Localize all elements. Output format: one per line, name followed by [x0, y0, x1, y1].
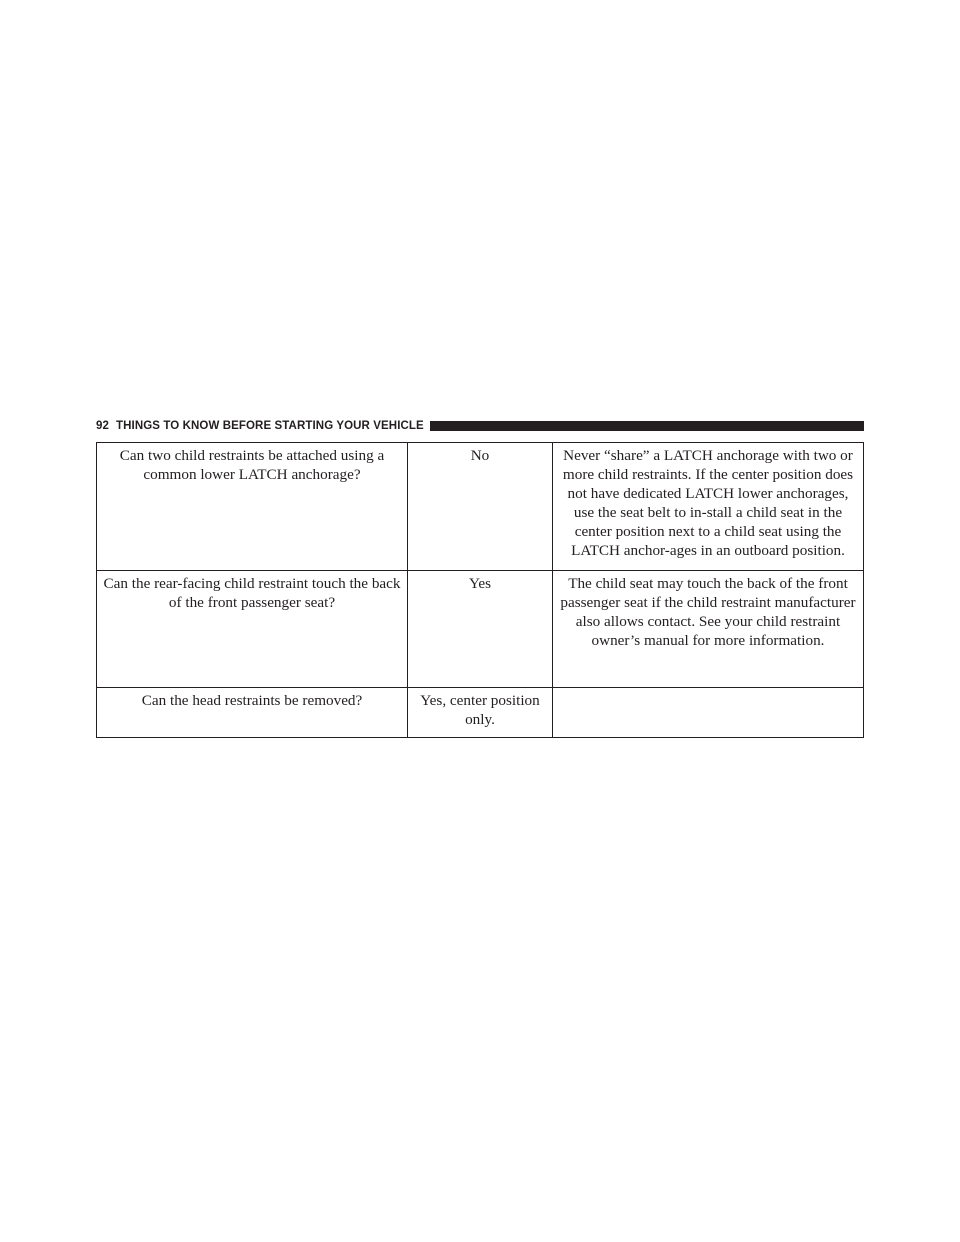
section-title: THINGS TO KNOW BEFORE STARTING YOUR VEHICLE: [116, 420, 424, 432]
answer-cell: Yes: [408, 571, 553, 688]
page-number: 92: [96, 420, 109, 432]
table-row: [97, 688, 864, 738]
table-row: [97, 571, 864, 688]
question-cell: Can two child restraints be attached using a common lower LATCH anchorage?: [97, 443, 408, 571]
question-cell: Can the head restraints be removed?: [97, 688, 408, 738]
note-cell: [552, 688, 863, 738]
answer-cell: No: [408, 443, 553, 571]
note-cell: The child seat may touch the back of the front passenger seat if the child restraint manufacturer also allows contact. See your child restraint owner’s manual for more information.: [552, 571, 863, 688]
note-cell: Never “share” a LATCH anchorage with two or more child restraints. If the center position does not have dedicated LATCH lower anchorages, use the seat belt to in-stall a child seat in the center position next to a child seat using the LATCH anchor-ages in an outboard position.: [552, 443, 863, 571]
latch-faq-table: [96, 442, 864, 738]
answer-cell: Yes, center position only.: [408, 688, 553, 738]
question-cell: Can the rear-facing child restraint touch the back of the front passenger seat?: [97, 571, 408, 688]
table-row: [97, 443, 864, 571]
page-header: [96, 418, 864, 434]
header-rule: [430, 421, 864, 431]
